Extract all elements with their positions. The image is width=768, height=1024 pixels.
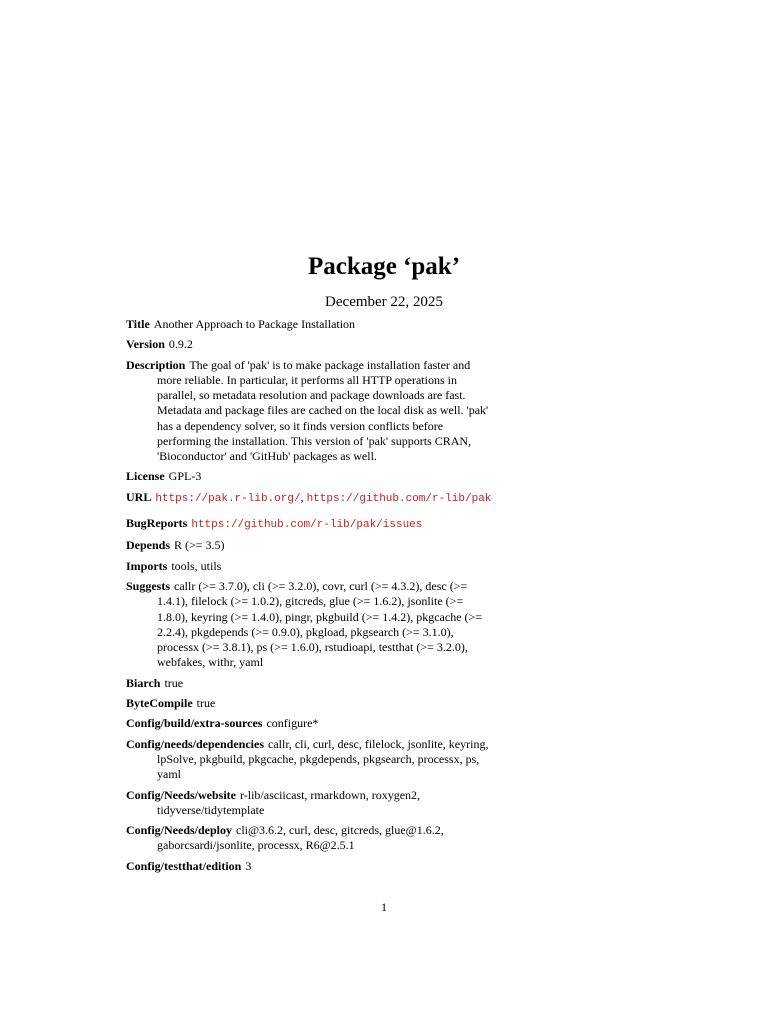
field-config-testthat-edition xyxy=(126,859,496,874)
field-key: Title xyxy=(126,317,150,331)
field-value: callr (>= 3.7.0), cli (>= 3.2.0), covr, curl (>= 4.3.2), desc (>= 1.4.1), filelock (>= 1.0.2), gitcreds, glue (>= 1.6.2), jsonlite (>= 1.8.0), keyring (>= 1.4.0), pingr, pkgbuild (>= 1.4.2), pkgcache (>= 2.2.4), pkgdepends (>= 0.9.0), pkgload, pkgsearch (>= 3.1.0), processx (>= 3.8.1), ps (>= 1.6.0), rstudioapi, testthat (>= 3.2.0), webfakes, withr, yaml xyxy=(157,579,483,670)
field-value: Another Approach to Package Installation xyxy=(153,317,356,331)
field-description xyxy=(126,358,496,464)
field-depends xyxy=(126,538,496,553)
url-separator: , xyxy=(300,489,304,504)
field-key: Imports xyxy=(126,558,168,573)
field-key: Description xyxy=(126,357,186,372)
field-value: 3 xyxy=(245,858,252,873)
page-number: 1 xyxy=(381,900,387,914)
field-title xyxy=(126,317,496,332)
url-link-github[interactable]: https://github.com/r-lib/pak xyxy=(306,492,492,505)
field-value: configure* xyxy=(266,716,319,731)
field-value: R (>= 3.5) xyxy=(174,538,225,553)
field-key: Depends xyxy=(126,538,171,553)
field-key: Suggests xyxy=(126,579,171,594)
field-config-needs-deploy xyxy=(126,823,496,853)
field-version xyxy=(126,337,496,352)
package-title: Package ‘pak’ xyxy=(307,253,461,280)
field-biarch xyxy=(126,676,496,691)
field-bugreports xyxy=(126,516,496,533)
url-link-website[interactable]: https://pak.r-lib.org/ xyxy=(155,492,301,505)
field-config-build-extra-sources xyxy=(126,716,496,731)
field-key: BugReports xyxy=(126,515,188,530)
field-key: Config/build/extra-sources xyxy=(126,716,263,731)
field-key: Config/Needs/deploy xyxy=(126,823,233,838)
field-bytecompile xyxy=(126,696,496,711)
field-imports xyxy=(126,559,496,574)
field-value: callr, cli, curl, desc, filelock, jsonlite, keyring, lpSolve, pkgbuild, pkgcache, pkgdepends, pkgsearch, processx, ps, yaml xyxy=(157,736,489,782)
field-key: Config/testthat/edition xyxy=(126,858,242,873)
description-fields xyxy=(126,317,496,879)
field-key: Config/Needs/website xyxy=(126,787,236,802)
field-value: cli@3.6.2, curl, desc, gitcreds, glue@1.6.2, gaborcsardi/jsonlite, processx, R6@2.5.1 xyxy=(157,823,444,853)
field-key: License xyxy=(126,469,165,484)
field-value: The goal of 'pak' is to make package installation faster and more reliable. In particular, it performs all HTTP operations in parallel, so metadata resolution and package downloads are fast. Metadata and package files are cached on the local disk as well. 'pak' has a dependency solver, so it finds version conflicts before performing the installation. This version of 'pak' supports CRAN, 'Bioconductor' and 'GitHub' packages as well. xyxy=(157,357,489,463)
field-key: ByteCompile xyxy=(126,695,193,710)
field-key: Biarch xyxy=(126,675,161,690)
field-key: Version xyxy=(126,337,165,352)
field-url xyxy=(126,490,496,507)
field-value: tools, utils xyxy=(171,558,222,573)
field-value: true xyxy=(196,695,216,710)
field-suggests xyxy=(126,579,496,670)
field-value: true xyxy=(164,675,184,690)
bugreports-link[interactable]: https://github.com/r-lib/pak/issues xyxy=(191,518,423,531)
field-value: GPL-3 xyxy=(168,469,202,484)
field-config-needs-dependencies xyxy=(126,737,496,783)
field-config-needs-website xyxy=(126,788,496,818)
field-key: Config/needs/dependencies xyxy=(126,736,265,751)
field-key: URL xyxy=(126,489,152,504)
field-value: 0.9.2 xyxy=(168,337,193,352)
package-date: December 22, 2025 xyxy=(325,294,443,310)
field-value: r-lib/asciicast, rmarkdown, roxygen2, tidyverse/tidytemplate xyxy=(157,787,421,817)
field-license xyxy=(126,469,496,484)
